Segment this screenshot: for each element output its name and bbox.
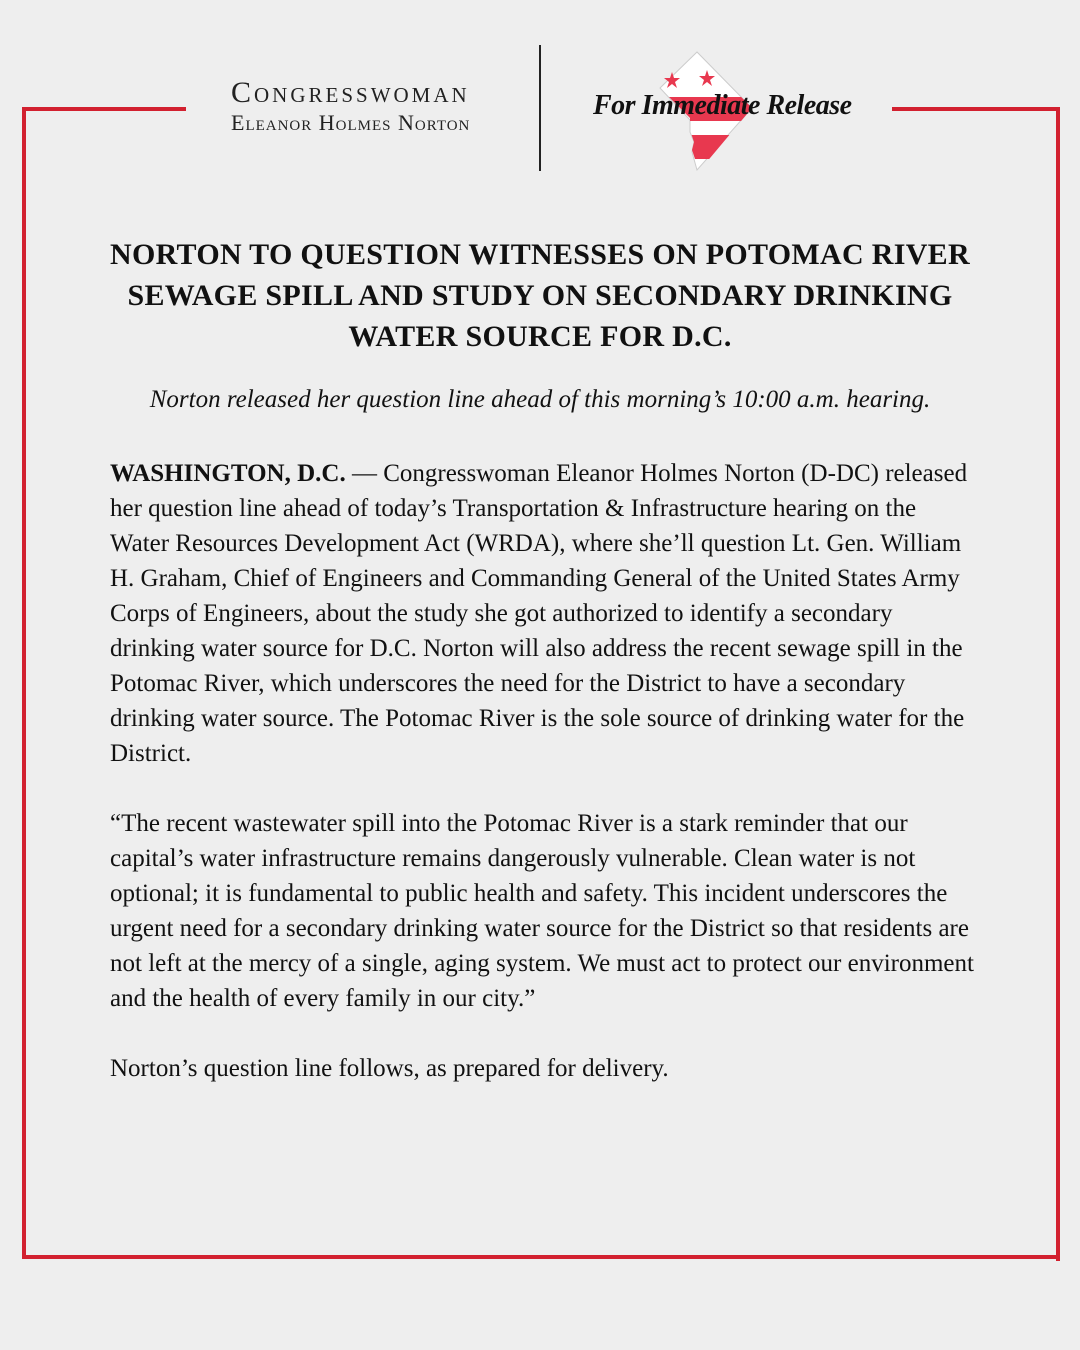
header-divider bbox=[539, 45, 541, 171]
dateline: WASHINGTON, D.C. bbox=[110, 460, 346, 487]
name-line2: Eleanor Holmes Norton bbox=[231, 110, 471, 135]
paragraph-1 bbox=[110, 456, 980, 771]
name-line1: Congresswoman bbox=[231, 76, 470, 109]
headline: NORTON TO QUESTION WITNESSES ON POTOMAC RIVER SEWAGE SPILL AND STUDY ON SECONDARY DRINKING WATER SOURCE FOR D.C. bbox=[110, 238, 970, 353]
press-release-body bbox=[110, 456, 980, 1121]
congresswoman-name bbox=[231, 78, 470, 136]
frame-right bbox=[1056, 107, 1060, 1261]
subheadline: Norton released her question line ahead of this morning’s 10:00 a.m. hearing. bbox=[149, 386, 931, 413]
for-immediate-release-label: For Immediate Release bbox=[593, 90, 852, 121]
frame-left bbox=[22, 107, 26, 1259]
frame-top-right bbox=[892, 107, 1060, 111]
frame-top-left bbox=[22, 107, 186, 111]
paragraph-2-quote: “The recent wastewater spill into the Potomac River is a stark reminder that our capital’s water infrastructure remains dangerously vulnerable. Clean water is not optional; it is fundamental to public health and safety. This incident underscores the urgent need for a secondary drinking water source for the District so that residents are not left at the mercy of a single, aging system. We must act to protect our environment and the health of every family in our city.” bbox=[110, 810, 974, 1012]
paragraph-3: Norton’s question line follows, as prepared for delivery. bbox=[110, 1055, 669, 1082]
paragraph-1-text: — Congresswoman Eleanor Holmes Norton (D-DC) released her question line ahead of today’s Transportation & Infrastructure hearing on the Water Resources Development Act (WRDA), where she’ll question Lt. Gen. William H. Graham, Chief of Engineers and Commanding General of the United States Army Corps of Engineers, about the study she got authorized to identify a secondary drinking water source for D.C. Norton will also address the recent sewage spill in the Potomac River, which underscores the need for the District to have a secondary drinking water source. The Potomac River is the sole source of drinking water for the District. bbox=[110, 460, 968, 767]
frame-bottom bbox=[22, 1255, 1060, 1259]
